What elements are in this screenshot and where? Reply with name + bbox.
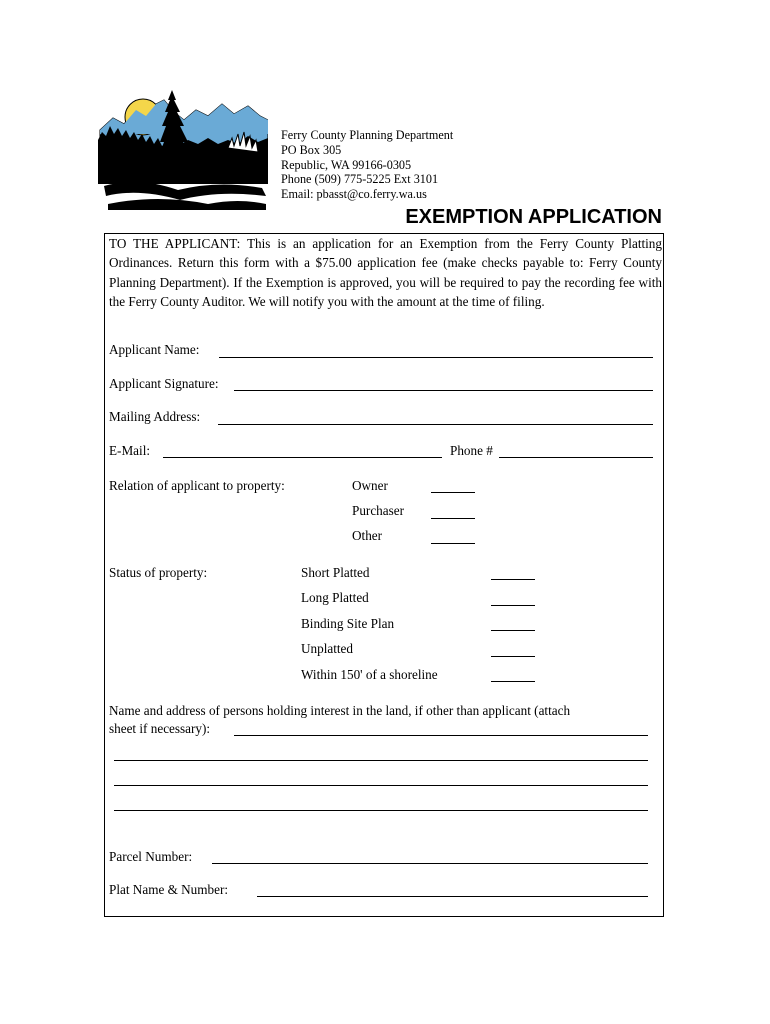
form-title: EXEMPTION APPLICATION	[405, 206, 662, 228]
interest-holders-line-1[interactable]	[234, 735, 648, 736]
department-name: Ferry County Planning Department	[281, 128, 454, 142]
relation-option-owner: Owner	[352, 478, 388, 493]
applicant-signature-field[interactable]	[234, 390, 653, 391]
parcel-number-label: Parcel Number:	[109, 849, 193, 864]
relation-label: Relation of applicant to property:	[109, 478, 285, 493]
relation-owner-blank[interactable]	[431, 492, 475, 493]
status-option-short-platted: Short Platted	[301, 565, 370, 580]
relation-other-blank[interactable]	[431, 543, 475, 544]
email-address: Email: pbasst@co.ferry.wa.us	[281, 187, 427, 202]
status-option-long-platted: Long Platted	[301, 590, 369, 605]
applicant-signature-label: Applicant Signature:	[109, 376, 219, 391]
plat-name-label: Plat Name & Number:	[109, 882, 229, 897]
status-long-platted-blank[interactable]	[491, 605, 535, 606]
interest-holders-label: Name and address of persons holding interest in the land, if other than applicant (attach	[109, 703, 571, 718]
mailing-address-field[interactable]	[218, 424, 653, 425]
interest-holders-line-4[interactable]	[114, 810, 648, 811]
po-box: PO Box 305	[281, 142, 342, 157]
intro-paragraph: TO THE APPLICANT: This is an application for an Exemption from the Ferry County Platting Ordinances. Return this form with a $75.00 application fee (make checks payable to: Ferry County Planning Department). If the Exemption is approved, you will be required to pay the recording fee with the Ferry County Auditor. We will notify you with the amount at the time of filing.	[109, 236, 662, 310]
status-shoreline-blank[interactable]	[491, 681, 535, 682]
status-short-platted-blank[interactable]	[491, 579, 535, 580]
status-unplatted-blank[interactable]	[491, 656, 535, 657]
phone-label: Phone #	[450, 443, 493, 458]
relation-purchaser-blank[interactable]	[431, 518, 475, 519]
interest-holders-line-3[interactable]	[114, 785, 648, 786]
status-option-unplatted: Unplatted	[301, 641, 354, 656]
status-option-binding-site-plan: Binding Site Plan	[301, 616, 395, 631]
email-field[interactable]	[163, 457, 442, 458]
ferry-county-logo	[98, 86, 268, 210]
department-address	[281, 128, 453, 202]
relation-option-purchaser: Purchaser	[352, 503, 404, 518]
applicant-name-field[interactable]	[219, 357, 653, 358]
parcel-number-field[interactable]	[212, 863, 648, 864]
email-label: E-Mail:	[109, 443, 151, 458]
status-option-shoreline: Within 150' of a shoreline	[301, 667, 438, 682]
plat-name-field[interactable]	[257, 896, 648, 897]
interest-holders-line-2[interactable]	[114, 760, 648, 761]
phone-number: Phone (509) 775-5225 Ext 3101	[281, 172, 439, 187]
relation-option-other: Other	[352, 528, 383, 543]
applicant-name-label: Applicant Name:	[109, 342, 200, 357]
status-label: Status of property:	[109, 565, 208, 580]
mailing-address-label: Mailing Address:	[109, 409, 201, 424]
interest-holders-label-2: sheet if necessary):	[109, 721, 211, 736]
city-state-zip: Republic, WA 99166-0305	[281, 157, 412, 172]
phone-field[interactable]	[499, 457, 653, 458]
status-binding-site-plan-blank[interactable]	[491, 630, 535, 631]
